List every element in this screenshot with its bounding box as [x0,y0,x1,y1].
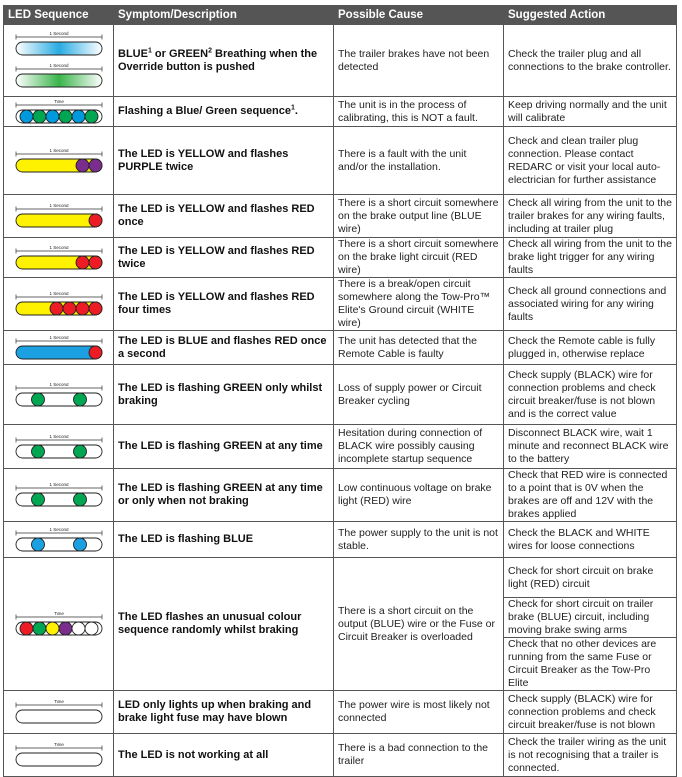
suggested-action-cell: Check for short circuit on trailer brake (BLUE) circuit, including moving brake swing arms [504,598,677,638]
led-sequence-cell [4,425,114,469]
led-dot [33,622,46,635]
led-dot [89,302,102,315]
table-row [4,278,677,331]
led-bar [16,445,102,458]
footnote-marker: 1 [291,104,295,112]
timeline-label: 1 Second [48,148,69,153]
symptom-cell [114,278,334,331]
footnote-marker: 1 [147,46,152,54]
timeline-label: Time [53,700,64,704]
symptom-text: The LED is flashing GREEN only whilst braking [118,381,323,407]
led-sequence-diagram [8,246,110,270]
led-bar [16,538,102,551]
led-dot [89,256,102,269]
possible-cause-cell: There is a short circuit somewhere on the brake light circuit (RED wire) [334,238,504,278]
led-dot [76,256,89,269]
possible-cause-cell: The power supply to the unit is not stable. [334,522,504,558]
symptom-text: or GREEN [151,47,209,60]
timeline-label: 1 Second [48,434,69,439]
led-sequence-cell [4,127,114,195]
suggested-action-cell: Check for short circuit on brake light (RED) circuit [504,558,677,598]
suggested-action-cell: Check the trailer plug and all connections to the brake controller. [504,25,677,97]
table-row [4,691,677,734]
suggested-action-cell: Check supply (BLACK) wire for connection problems and check circuit breaker/fuse is not blown [504,691,677,734]
symptom-text: The LED is YELLOW and flashes RED twice [118,244,315,270]
timeline-label: 1 Second [48,292,69,296]
possible-cause-cell: There is a short circuit somewhere on the brake output line (BLUE wire) [334,195,504,238]
symptom-cell [114,365,334,425]
led-sequence-cell [4,522,114,558]
led-dot [89,214,102,227]
led-dot [73,445,86,458]
header-row [4,6,677,25]
table-row [4,522,677,558]
led-bar [16,42,102,55]
symptom-cell [114,97,334,127]
led-dot [59,110,72,123]
possible-cause-cell: There is a break/open circuit somewhere along the Tow-Pro™ Elite's Ground circuit (WHITE wire) [334,278,504,331]
timeline-label: 1 Second [48,527,69,532]
symptom-text: . [294,105,298,117]
led-dot [33,110,46,123]
suggested-action-cell: Check the trailer wiring as the unit is not recognising that a trailer is connected. [504,734,677,777]
led-dot [73,538,86,551]
possible-cause-cell: Low continuous voltage on brake light (RED) wire [334,469,504,522]
led-bar [16,493,102,506]
led-sequence-diagram [8,336,110,360]
led-dot [73,493,86,506]
symptom-cell [114,127,334,195]
led-sequence-cell [4,195,114,238]
table-row [4,734,677,777]
led-bar [16,74,102,87]
suggested-action-cell: Check supply (BLACK) wire for connection problems and check circuit breaker/fuse is not blown and is the correct value [504,365,677,425]
table-row [4,97,677,127]
led-sequence-diagram [8,700,110,724]
table-row [4,469,677,522]
led-dot [50,302,63,315]
led-sequence-cell [4,278,114,331]
possible-cause-cell: The unit is in the process of calibrating, this is NOT a fault. [334,97,504,127]
led-dot [31,445,44,458]
troubleshooting-table [3,5,677,777]
timeline-label: 1 Second [48,245,69,250]
led-dot [85,622,98,635]
header-possible-cause: Possible Cause [334,6,504,25]
symptom-cell [114,25,334,97]
header-symptom: Symptom/Description [114,6,334,25]
symptom-cell [114,734,334,777]
led-dot [72,622,85,635]
symptom-cell [114,558,334,691]
symptom-text: The LED is BLUE and flashes RED once a second [118,334,327,360]
led-dot [89,346,102,359]
led-bar [16,393,102,406]
led-sequence-diagram [8,204,110,228]
timeline-label: 1 Second [48,30,69,36]
timeline-label: 1 Second [48,204,69,208]
suggested-action-cell: Check all wiring from the unit to the brake light trigger for any wiring faults [504,238,677,278]
symptom-text: The LED is YELLOW and flashes RED once [118,203,315,228]
table-row [4,558,677,598]
possible-cause-cell: There is a fault with the unit and/or the installation. [334,127,504,195]
table-row [4,25,677,97]
symptom-text: The LED is flashing GREEN at any time [118,440,323,452]
timeline-label: Time [53,99,64,104]
symptom-text: The LED flashes an unusual colour sequence randomly whilst braking [118,611,302,636]
symptom-cell [114,522,334,558]
led-dot [31,538,44,551]
led-sequence-diagram [8,100,110,124]
led-dot [76,302,89,315]
led-dot [20,622,33,635]
symptom-text: Flashing a Blue/ Green sequence [118,105,291,117]
table-row [4,238,677,278]
timeline-label: Time [53,743,64,747]
symptom-cell [114,238,334,278]
led-dot [89,159,102,172]
possible-cause-cell: Loss of supply power or Circuit Breaker cycling [334,365,504,425]
led-sequence-diagram [8,483,110,507]
table-body [4,25,677,777]
led-sequence-cell [4,691,114,734]
suggested-action-cell: Check that RED wire is connected to a point that is 0V when the brakes are off and 12V with the brakes applied [504,469,677,522]
led-dot [46,110,59,123]
suggested-action-cell: Check and clean trailer plug connection. Please contact REDARC or visit your local auto-electrician for further assistance [504,127,677,195]
timeline-label: 1 Second [48,483,69,487]
led-dot [63,302,76,315]
symptom-text: The LED is YELLOW and flashes PURPLE twice [118,147,289,173]
symptom-cell [114,195,334,238]
possible-cause-cell: The trailer brakes have not been detected [334,25,504,97]
symptom-text: The LED is not working at all [118,748,269,761]
possible-cause-cell: The power wire is most likely not connected [334,691,504,734]
symptom-cell [114,691,334,734]
suggested-action-cell: Check all wiring from the unit to the trailer brakes for any wiring faults, including at trailer plug [504,195,677,238]
possible-cause-cell: There is a bad connection to the trailer [334,734,504,777]
led-dot [46,622,59,635]
led-dot [31,493,44,506]
led-bar [16,710,102,723]
led-sequence-cell [4,331,114,365]
led-sequence-diagram [8,292,110,316]
header-led-sequence: LED Sequence [4,6,114,25]
led-sequence-diagram [8,528,110,552]
led-sequence-diagram [8,383,110,407]
led-dot [76,159,89,172]
led-sequence-diagram [8,31,110,91]
led-sequence-cell [4,25,114,97]
symptom-text: The LED is flashing BLUE [118,533,254,545]
table-row [4,195,677,238]
led-dot [72,110,85,123]
table-row [4,331,677,365]
led-dot [73,393,86,406]
led-sequence-cell [4,365,114,425]
table-row [4,425,677,469]
suggested-action-cell: Check the Remote cable is fully plugged in, otherwise replace [504,331,677,365]
led-sequence-cell [4,558,114,691]
led-dot [85,110,98,123]
symptom-text: Breathing when the Override button is pushed [118,47,318,73]
symptom-cell [114,331,334,365]
symptom-text: BLUE [118,47,148,60]
footnote-marker: 2 [208,46,212,54]
led-sequence-cell [4,97,114,127]
symptom-cell [114,425,334,469]
possible-cause-cell: The unit has detected that the Remote Cable is faulty [334,331,504,365]
led-dot [20,110,33,123]
symptom-cell [114,469,334,522]
led-sequence-diagram [8,743,110,767]
led-dot [59,622,72,635]
suggested-action-cell: Check that no other devices are running from the same Fuse or Circuit Breaker as the Tow-Pro Elite [504,638,677,691]
suggested-action-cell: Check the BLACK and WHITE wires for loose connections [504,522,677,558]
possible-cause-cell: There is a short circuit on the output (BLUE) wire or the Fuse or Circuit Breaker is overloaded [334,558,504,691]
table-row [4,127,677,195]
header-suggested-action: Suggested Action [504,6,677,25]
timeline-label: 1 Second [48,62,69,68]
led-dot [31,393,44,406]
led-sequence-diagram [8,435,110,459]
suggested-action-cell: Disconnect BLACK wire, wait 1 minute and reconnect BLACK wire to the battery [504,425,677,469]
led-sequence-diagram [8,612,110,636]
symptom-text: The LED is flashing GREEN at any time or only when not braking [118,482,323,507]
timeline-label: 1 Second [48,382,69,387]
timeline-label: Time [53,612,64,616]
symptom-text: LED only lights up when braking and brake light fuse may have blown [118,699,312,724]
possible-cause-cell: Hesitation during connection of BLACK wire possibly causing incomplete startup sequence [334,425,504,469]
timeline-label: 1 Second [48,335,69,340]
led-sequence-diagram [8,149,110,173]
suggested-action-cell: Check all ground connections and associated wiring for any wiring faults [504,278,677,331]
table-row [4,365,677,425]
led-sequence-cell [4,238,114,278]
led-sequence-cell [4,734,114,777]
led-sequence-cell [4,469,114,522]
symptom-text: The LED is YELLOW and flashes RED four times [118,291,315,316]
suggested-action-cell: Keep driving normally and the unit will calibrate [504,97,677,127]
led-bar [16,753,102,766]
